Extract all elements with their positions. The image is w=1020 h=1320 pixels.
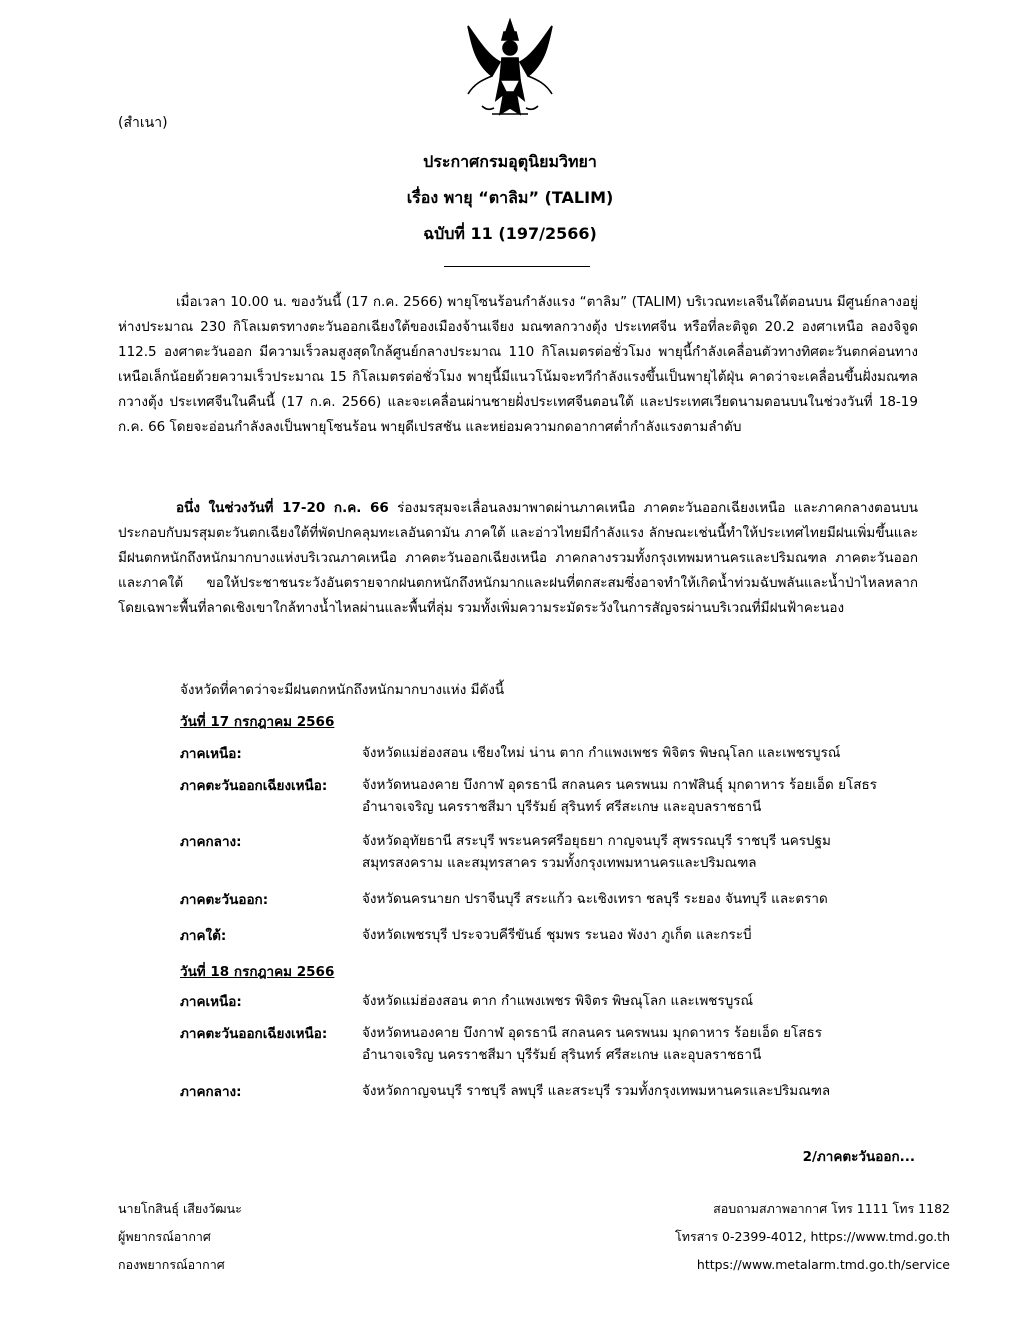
subject-line: เรื่อง พายุ “ตาลิม” (TALIM) xyxy=(406,188,614,207)
region-provinces-central xyxy=(362,830,922,874)
paragraph-monsoon-lead: อนึ่ง ในช่วงวันที่ 17-20 ก.ค. 66 xyxy=(176,500,389,516)
provinces-line: อำนาจเจริญ นครราชสีมา บุรีรัมย์ สุรินทร์ ศรีสะเกษ และอุบลราชธานี xyxy=(362,799,762,815)
signatory-position: ผู้พยากรณ์อากาศ xyxy=(118,1229,211,1244)
region-provinces-central: จังหวัดกาญจนบุรี ราชบุรี ลพบุรี และสระบุรี รวมทั้งกรุงเทพมหานครและปริมณฑล xyxy=(362,1083,831,1099)
paragraph-storm-status-text: เมื่อเวลา 10.00 น. ของวันนี้ (17 ก.ค. 2566) พายุโซนร้อนกำลังแรง “ตาลิม” (TALIM) บริเวณทะเลจีนใต้ตอนบน มีศูนย์กลางอยู่ห่างประมาณ 230 กิโลเมตรทางตะวันออกเฉียงใต้ของเมืองจ้านเจียง มณฑลกวางตุ้ง ประเทศจีน หรือที่ละติจูด 20.2 องศาเหนือ ลองจิจูด 112.5 องศาตะวันออก มีความเร็วลมสูงสุดใกล้ศูนย์กลางประมาณ 110 กิโลเมตรต่อชั่วโมง พายุนี้กำลังเคลื่อนตัวทางทิศตะวันตกค่อนทางเหนือเล็กน้อยด้วยความเร็วประมาณ 15 กิโลเมตรต่อชั่วโมง พายุนี้มีแนวโน้มจะทวีกำลังแรงขึ้นเป็นพายุไต้ฝุ่น คาดว่าจะเคลื่อนขึ้นฝั่งมณฑลกวางตุ้ง ประเทศจีนในคืนนี้ (17 ก.ค. 2566) และจะเคลื่อนผ่านชายฝั่งประเทศจีนตอนใต้ และประเทศเวียดนามตอนบนในช่วงวันที่ 18-19 ก.ค. 66 โดยจะอ่อนกำลังลงเป็นพายุโซนร้อน พายุดีเปรสชัน และหย่อมความกดอากาศต่ำกำลังแรงตามลำดับ xyxy=(118,294,918,435)
region-provinces-north: จังหวัดแม่ฮ่องสอน ตาก กำแพงเพชร พิจิตร พิษณุโลก และเพชรบูรณ์ xyxy=(362,993,754,1009)
paragraph-storm-status xyxy=(118,290,918,440)
region-provinces-northeast xyxy=(362,1022,922,1066)
region-provinces-south: จังหวัดเพชรบุรี ประจวบคีรีขันธ์ ชุมพร ระนอง พังงา ภูเก็ต และกระบี่ xyxy=(362,927,752,943)
contact-hotline: สอบถามสภาพอากาศ โทร 1111 โทร 1182 xyxy=(713,1201,950,1216)
paragraph-monsoon xyxy=(118,496,918,621)
title-divider xyxy=(444,266,590,267)
region-label-central: ภาคกลาง: xyxy=(180,834,242,850)
copy-label: (สำเนา) xyxy=(118,115,168,131)
region-provinces-northeast xyxy=(362,774,922,818)
provinces-line: จังหวัดอุทัยธานี สระบุรี พระนครศรีอยุธยา กาญจนบุรี สุพรรณบุรี ราชบุรี นครปฐม xyxy=(362,833,831,849)
region-label-north: ภาคเหนือ: xyxy=(180,746,242,762)
region-label-north: ภาคเหนือ: xyxy=(180,994,242,1010)
page-title: ประกาศกรมอุตุนิยมวิทยา xyxy=(423,152,597,171)
region-label-east: ภาคตะวันออก: xyxy=(180,892,269,908)
province-list-intro: จังหวัดที่คาดว่าจะมีฝนตกหนักถึงหนักมากบางแห่ง มีดังนี้ xyxy=(180,682,505,698)
region-label-central: ภาคกลาง: xyxy=(180,1084,242,1100)
contact-metalarm-link[interactable]: https://www.metalarm.tmd.go.th/service xyxy=(696,1257,950,1272)
contact-fax-website[interactable]: โทรสาร 0-2399-4012, https://www.tmd.go.th xyxy=(675,1229,950,1244)
provinces-line: อำนาจเจริญ นครราชสีมา บุรีรัมย์ สุรินทร์ ศรีสะเกษ และอุบลราชธานี xyxy=(362,1047,762,1063)
region-provinces-east: จังหวัดนครนายก ปราจีนบุรี สระแก้ว ฉะเชิงเทรา ชลบุรี ระยอง จันทบุรี และตราด xyxy=(362,891,828,907)
continued-marker: 2/ภาคตะวันออก... xyxy=(802,1149,915,1165)
region-provinces-north: จังหวัดแม่ฮ่องสอน เชียงใหม่ น่าน ตาก กำแพงเพชร พิจิตร พิษณุโลก และเพชรบูรณ์ xyxy=(362,745,841,761)
issue-number: ฉบับที่ 11 (197/2566) xyxy=(423,224,597,243)
provinces-line: จังหวัดหนองคาย บึงกาฬ อุดรธานี สกลนคร นครพนม มุกดาหาร ร้อยเอ็ด ยโสธร xyxy=(362,1025,822,1041)
signatory-name: นายโกสินธุ์ เสียงวัฒนะ xyxy=(118,1201,242,1216)
provinces-line: จังหวัดหนองคาย บึงกาฬ อุดรธานี สกลนคร นครพนม กาฬสินธุ์ มุกดาหาร ร้อยเอ็ด ยโสธร xyxy=(362,777,877,793)
region-label-south: ภาคใต้: xyxy=(180,928,227,944)
garuda-emblem-icon xyxy=(462,18,558,126)
paragraph-monsoon-text: ร่องมรสุมจะเลื่อนลงมาพาดผ่านภาคเหนือ ภาคตะวันออกเฉียงเหนือ และภาคกลางตอนบน ประกอบกับมรสุมตะวันตกเฉียงใต้ที่พัดปกคลุมทะเลอันดามัน ภาคใต้ และอ่าวไทยมีกำลังแรง ลักษณะเช่นนี้ทำให้ประเทศไทยมีฝนเพิ่มขึ้นและมีฝนตกหนักถึงหนักมากบางแห่งบริเวณภาคเหนือ ภาคตะวันออกเฉียงเหนือ ภาคกลางรวมทั้งกรุงเทพมหานครและปริมณฑล ภาคตะวันออก และภาคใต้ ขอให้ประชาชนระวังอันตรายจากฝนตกหนักถึงหนักมากและฝนที่ตกสะสมซึ่งอาจทำให้เกิดน้ำท่วมฉับพลันและน้ำป่าไหลหลาก โดยเฉพาะพื้นที่ลาดเชิงเขาใกล้ทางน้ำไหลผ่านและพื้นที่ลุ่ม รวมทั้งเพิ่มความระมัดระวังในการสัญจรผ่านบริเวณที่มีฝนฟ้าคะนอง xyxy=(118,500,918,616)
region-label-northeast: ภาคตะวันออกเฉียงเหนือ: xyxy=(180,778,328,794)
footer-signatory xyxy=(118,1195,242,1279)
region-label-northeast: ภาคตะวันออกเฉียงเหนือ: xyxy=(180,1026,328,1042)
date-heading-17: วันที่ 17 กรกฎาคม 2566 xyxy=(180,714,335,730)
date-heading-18: วันที่ 18 กรกฎาคม 2566 xyxy=(180,964,335,980)
provinces-line: สมุทรสงคราม และสมุทรสาคร รวมทั้งกรุงเทพมหานครและปริมณฑล xyxy=(362,855,757,871)
footer-contact xyxy=(675,1195,950,1279)
signatory-division: กองพยากรณ์อากาศ xyxy=(118,1257,225,1272)
